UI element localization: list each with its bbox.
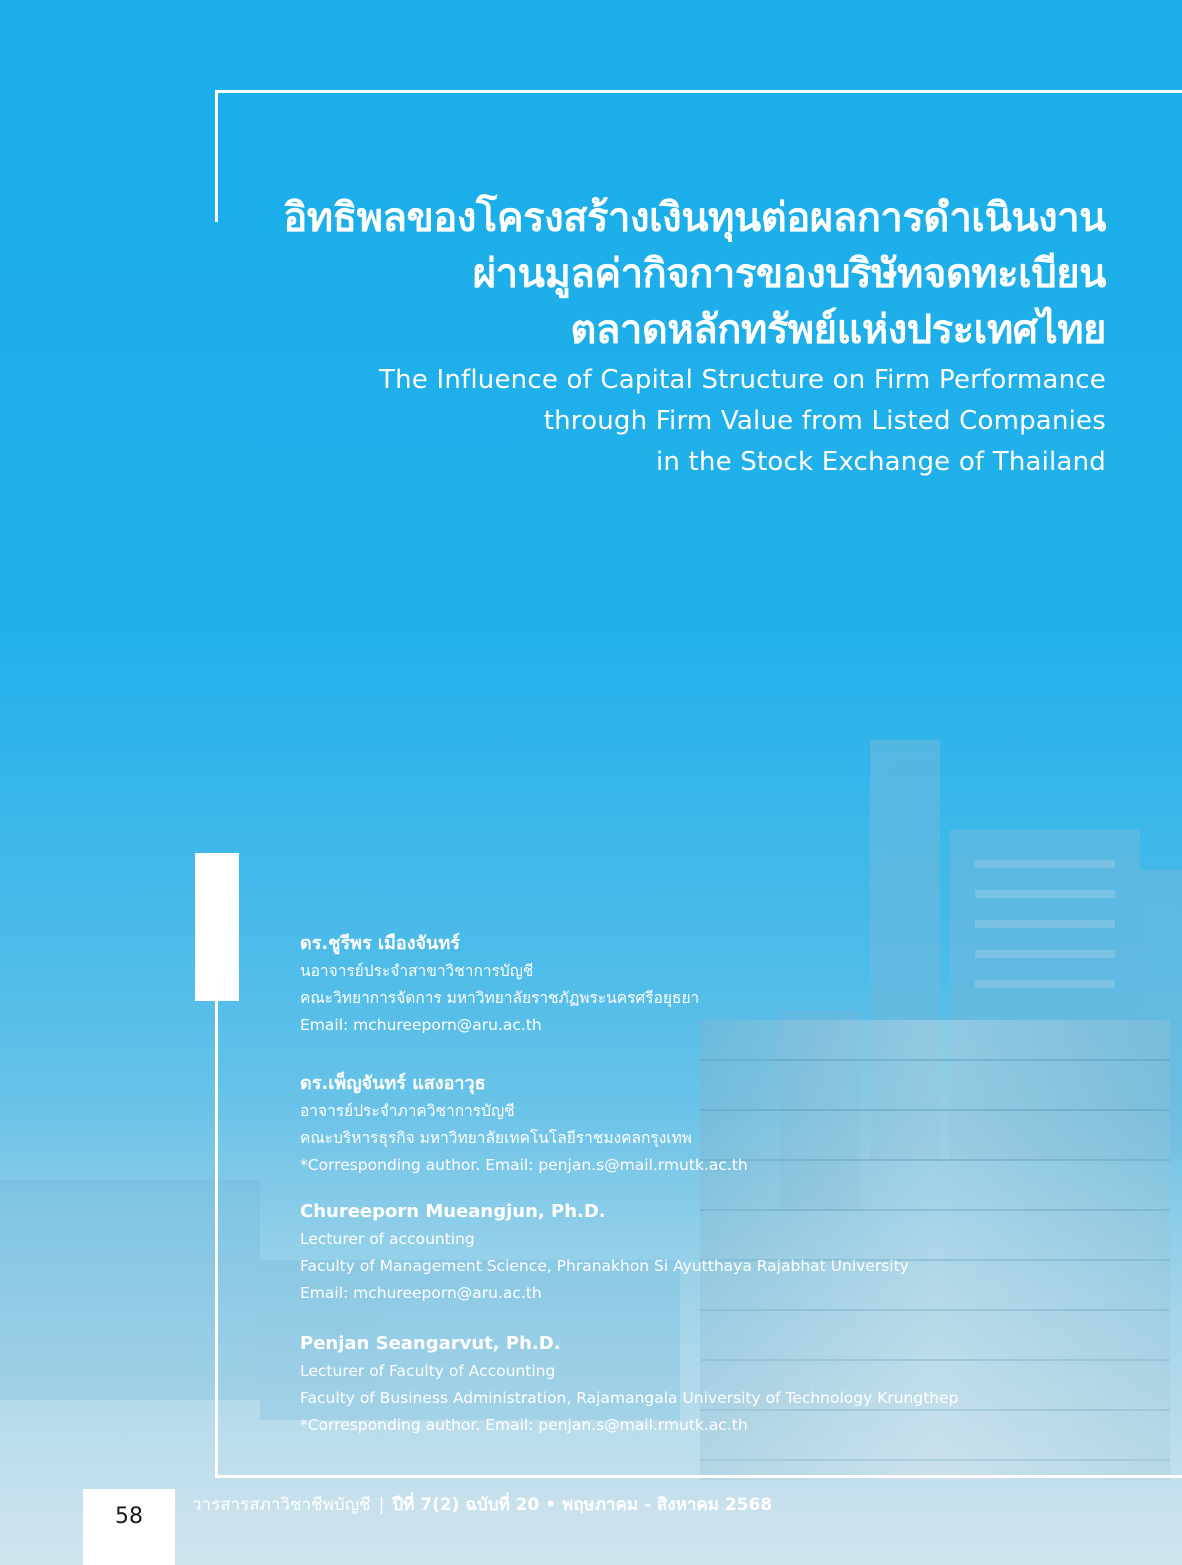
author-position: นอาจารย์ประจำสาขาวิชาการบัญชี: [300, 962, 534, 980]
journal-name: วารสารสภาวิชาชีพบัญชี: [192, 1495, 371, 1515]
title-thai: [206, 190, 1106, 358]
author-email: Email: mchureeporn@aru.ac.th: [300, 1284, 542, 1302]
issue-info: ปีที่ 7(2) ฉบับที่ 20 • พฤษภาคม - สิงหาคม 2568: [392, 1495, 773, 1515]
title-english-line: in the Stock Exchange of Thailand: [655, 447, 1106, 477]
title-english-line: through Firm Value from Listed Companies: [543, 406, 1106, 436]
author-affiliation: Faculty of Management Science, Phranakhon Si Ayutthaya Rajabhat University: [300, 1257, 909, 1275]
page-number: 58: [83, 1489, 175, 1565]
author-email: *Corresponding author. Email: penjan.s@mail.rmutk.ac.th: [300, 1416, 748, 1434]
author-name: ดร.เพ็ญจันทร์ แสงอาวุธ: [300, 1073, 486, 1094]
footer-journal-info: [192, 1493, 772, 1517]
title-thai-line: ตลาดหลักทรัพย์แห่งประเทศไทย: [570, 307, 1106, 353]
author-name: Penjan Seangarvut, Ph.D.: [300, 1333, 561, 1354]
decorative-white-block: [195, 853, 239, 1001]
frame-top-line: [215, 90, 1182, 93]
frame-bottom-line: [215, 1475, 1182, 1478]
frame-left-bottom-line: [215, 990, 218, 1478]
title-english-line: The Influence of Capital Structure on Firm Performance: [379, 365, 1106, 395]
author-name: ดร.ชูรีพร เมืองจันทร์: [300, 933, 460, 954]
author-email: *Corresponding author. Email: penjan.s@mail.rmutk.ac.th: [300, 1156, 748, 1174]
author-email: Email: mchureeporn@aru.ac.th: [300, 1016, 542, 1034]
author-block: [300, 1070, 748, 1179]
author-affiliation: คณะวิทยาการจัดการ มหาวิทยาลัยราชภัฏพระนครศรีอยุธยา: [300, 989, 700, 1007]
author-position: อาจารย์ประจำภาควิชาการบัญชี: [300, 1102, 515, 1120]
author-affiliation: Faculty of Business Administration, Rajamangala University of Technology Krungthep: [300, 1389, 959, 1407]
author-affiliation: คณะบริหารธุรกิจ มหาวิทยาลัยเทคโนโลยีราชมงคลกรุงเทพ: [300, 1129, 693, 1147]
author-position: Lecturer of Faculty of Accounting: [300, 1362, 556, 1380]
title-thai-line: อิทธิพลของโครงสร้างเงินทุนต่อผลการดำเนินงาน: [283, 195, 1106, 241]
title-english: [206, 360, 1106, 483]
author-position: Lecturer of accounting: [300, 1230, 475, 1248]
author-name: Chureeporn Mueangjun, Ph.D.: [300, 1201, 606, 1222]
author-block: [300, 1198, 909, 1307]
author-block: [300, 1330, 959, 1439]
title-thai-line: ผ่านมูลค่ากิจการของบริษัทจดทะเบียน: [472, 251, 1106, 297]
author-block: [300, 930, 699, 1039]
footer-separator: |: [378, 1495, 385, 1515]
